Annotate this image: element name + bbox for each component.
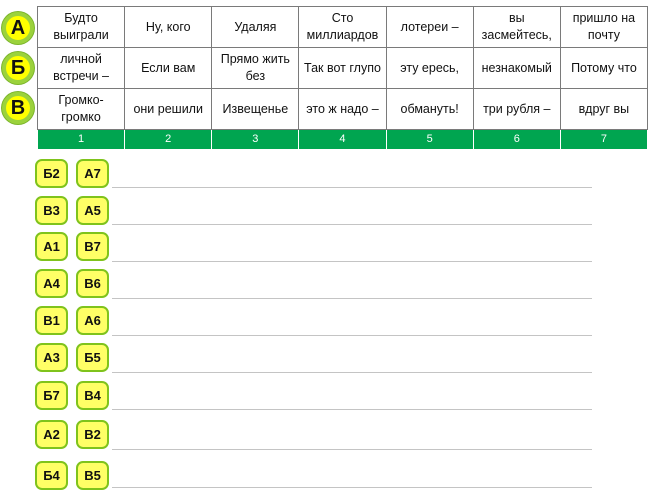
column-number: 2: [125, 130, 212, 150]
answer-line-5[interactable]: [112, 335, 592, 336]
cell-b2: Если вам: [125, 48, 212, 89]
table-row-b: [38, 48, 648, 89]
column-number: 4: [299, 130, 386, 150]
table-row-a: [38, 7, 648, 48]
cell-a6: вы засмейтесь,: [473, 7, 560, 48]
answer-chip[interactable]: Б5: [76, 343, 109, 372]
cell-v1: Громко-громко: [38, 89, 125, 130]
answer-chip[interactable]: В5: [76, 461, 109, 490]
answer-chip[interactable]: А2: [35, 420, 68, 449]
answer-line-8[interactable]: [112, 449, 592, 450]
cell-v6: три рубля –: [473, 89, 560, 130]
answer-line-4[interactable]: [112, 298, 592, 299]
cell-b7: Потому что: [560, 48, 647, 89]
cell-v5: обмануть!: [386, 89, 473, 130]
row-label-a-badge: А: [2, 12, 34, 44]
cell-b4: Так вот глупо: [299, 48, 386, 89]
answer-chip[interactable]: Б2: [35, 159, 68, 188]
cell-a1: Будто выиграли: [38, 7, 125, 48]
cell-v4: это ж надо –: [299, 89, 386, 130]
cell-b3: Прямо жить без: [212, 48, 299, 89]
answer-chip[interactable]: А1: [35, 232, 68, 261]
phrase-table: [37, 6, 648, 150]
answer-line-1[interactable]: [112, 187, 592, 188]
answer-chip[interactable]: А6: [76, 306, 109, 335]
column-number-row: [38, 130, 648, 150]
cell-v2: они решили: [125, 89, 212, 130]
row-label-v-badge: В: [2, 92, 34, 124]
cell-a2: Ну, кого: [125, 7, 212, 48]
answer-line-2[interactable]: [112, 224, 592, 225]
column-number: 6: [473, 130, 560, 150]
column-number: 1: [38, 130, 125, 150]
cell-v3: Извещенье: [212, 89, 299, 130]
answer-chip[interactable]: В1: [35, 306, 68, 335]
cell-a5: лотереи –: [386, 7, 473, 48]
answer-chip[interactable]: В6: [76, 269, 109, 298]
answer-line-9[interactable]: [112, 487, 592, 488]
answer-chip[interactable]: В7: [76, 232, 109, 261]
answer-line-3[interactable]: [112, 261, 592, 262]
answer-chip[interactable]: А3: [35, 343, 68, 372]
cell-b6: незнакомый: [473, 48, 560, 89]
answer-chip[interactable]: В4: [76, 381, 109, 410]
answer-chip[interactable]: А7: [76, 159, 109, 188]
answer-chip[interactable]: Б7: [35, 381, 68, 410]
column-number: 7: [560, 130, 647, 150]
answer-line-6[interactable]: [112, 372, 592, 373]
cell-b5: эту ересь,: [386, 48, 473, 89]
answer-chip[interactable]: В3: [35, 196, 68, 225]
table-row-v: [38, 89, 648, 130]
answer-line-7[interactable]: [112, 409, 592, 410]
answer-chip[interactable]: Б4: [35, 461, 68, 490]
cell-a4: Сто миллиардов: [299, 7, 386, 48]
answer-chip[interactable]: А5: [76, 196, 109, 225]
column-number: 3: [212, 130, 299, 150]
answer-chip[interactable]: В2: [76, 420, 109, 449]
row-label-b-badge: Б: [2, 52, 34, 84]
cell-v7: вдруг вы: [560, 89, 647, 130]
answer-chip[interactable]: А4: [35, 269, 68, 298]
cell-a3: Удаляя: [212, 7, 299, 48]
cell-b1: личной встречи –: [38, 48, 125, 89]
column-number: 5: [386, 130, 473, 150]
cell-a7: пришло на почту: [560, 7, 647, 48]
